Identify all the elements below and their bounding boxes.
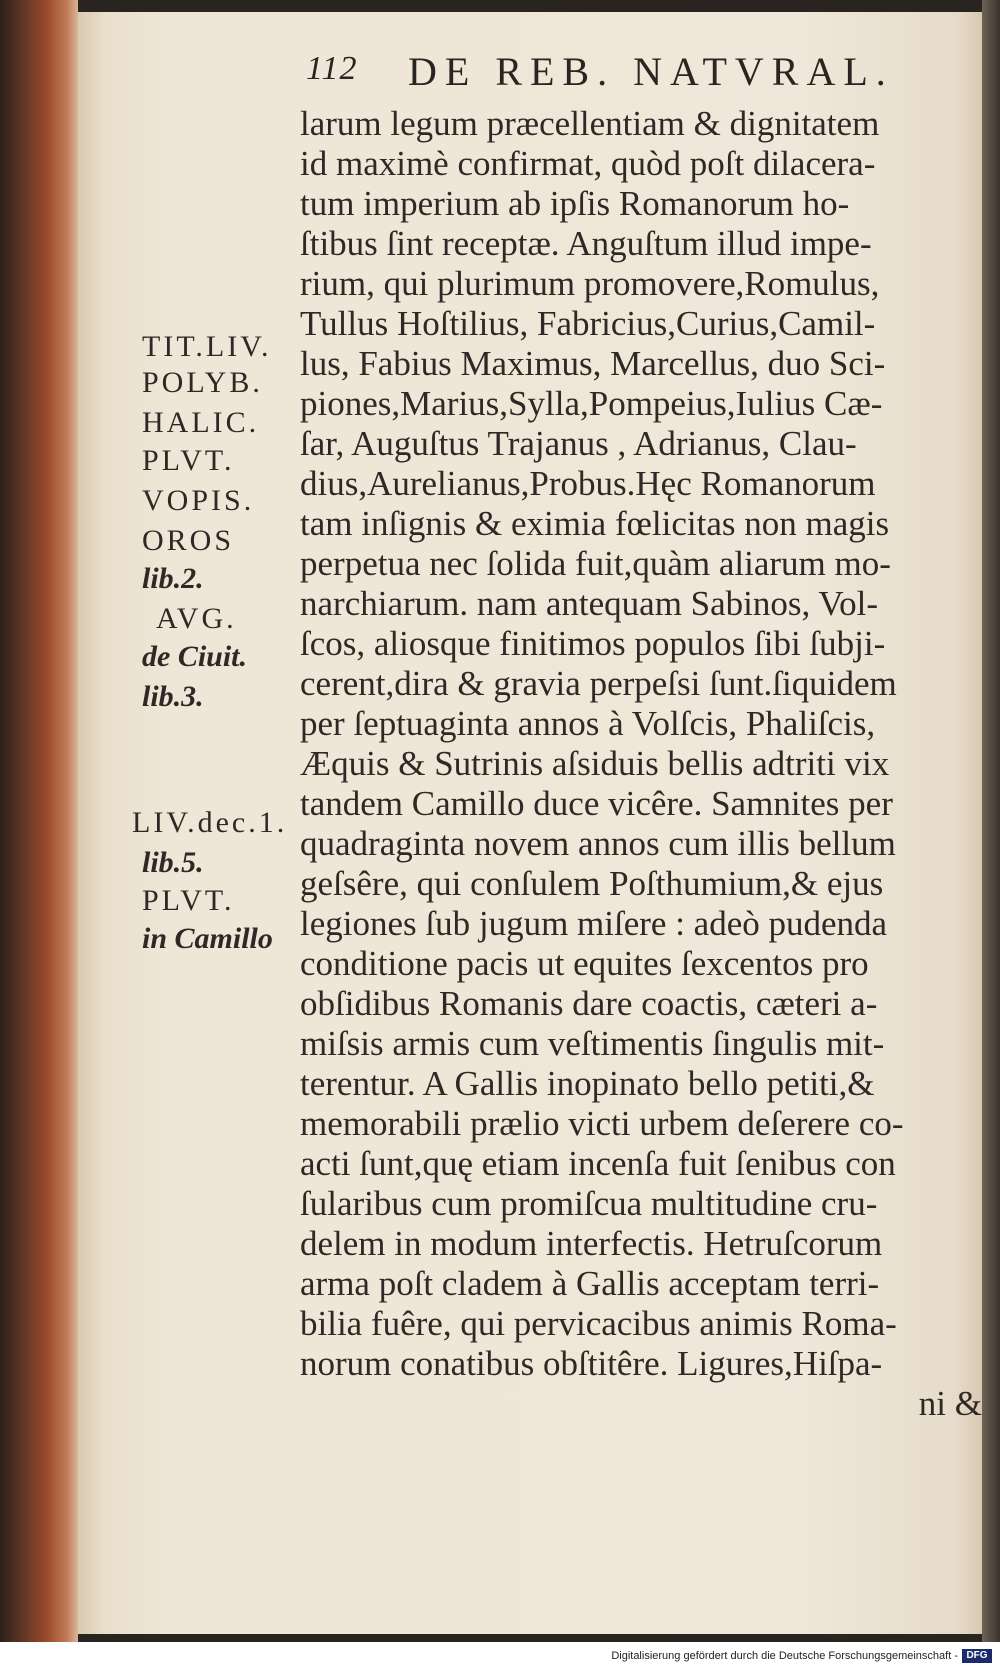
margin-note: POLYB.: [142, 366, 263, 399]
margin-note: de Ciuit.: [142, 640, 248, 673]
text-line: terentur. A Gallis inopinato bello petiti,&: [300, 1064, 875, 1103]
margin-note: TIT.LIV.: [142, 330, 272, 363]
margin-note: PLVT.: [142, 444, 235, 477]
footer-credit: Digitalisierung gefördert durch die Deutsche Forschungsgemeinschaft -: [611, 1650, 958, 1662]
book-edge: [0, 0, 78, 1642]
text-line: Tullus Hoſtilius, Fabricius,Curius,Camil-: [300, 304, 876, 343]
text-line: ſar, Auguſtus Trajanus , Adrianus, Clau-: [300, 424, 857, 463]
text-line: tam inſignis & eximia fœlicitas non magis: [300, 504, 890, 543]
footer-bar: [0, 1642, 1000, 1672]
margin-note: OROS: [142, 524, 235, 557]
margin-note: lib.5.: [142, 846, 204, 879]
running-title: DE REB. NATVRAL.: [408, 49, 894, 94]
text-line: perpetua nec ſolida fuit,quàm aliarum mo-: [300, 544, 891, 583]
text-line: ſcos, aliosque finitimos populos ſibi ſubji-: [300, 624, 886, 663]
text-line: ſtibus ſint receptæ. Anguſtum illud impe-: [300, 224, 872, 263]
margin-note: HALIC.: [142, 406, 260, 439]
text-line: Æquis & Sutrinis aſsiduis bellis adtriti vix: [300, 744, 890, 783]
text-line: rium, qui plurimum promovere,Romulus,: [300, 264, 880, 303]
text-line: per ſeptuaginta annos à Volſcis, Phaliſcis,: [300, 704, 876, 743]
page-header: [300, 48, 980, 98]
text-line: larum legum præcellentiam & dignitatem: [300, 104, 880, 143]
margin-note: PLVT.: [142, 884, 235, 917]
text-line: cerent,dira & gravia perpeſsi ſunt.ſiquidem: [300, 664, 897, 703]
margin-note: in Camillo: [142, 922, 273, 955]
margin-note: AVG.: [156, 602, 237, 635]
text-line: legiones ſub jugum miſere : adeò pudenda: [300, 904, 888, 943]
text-line: arma poſt cladem à Gallis acceptam terri-: [300, 1264, 880, 1303]
text-line: quadraginta novem annos cum illis bellum: [300, 824, 896, 863]
body-text: [300, 104, 990, 1424]
text-line: narchiarum. nam antequam Sabinos, Vol-: [300, 584, 879, 623]
text-line: dius,Aurelianus,Probus.Hęc Romanorum: [300, 464, 876, 503]
page-number: 112: [306, 50, 358, 87]
text-line: ſularibus cum promiſcua multitudine cru-: [300, 1184, 878, 1223]
text-line: acti ſunt,quę etiam incenſa fuit ſenibus con: [300, 1144, 896, 1183]
margin-note: LIV.dec.1.: [132, 806, 288, 839]
dfg-logo: DFG: [962, 1649, 992, 1663]
text-line: piones,Marius,Sylla,Pompeius,Iulius Cæ-: [300, 384, 883, 423]
text-line: miſsis armis cum veſtimentis ſingulis mit-: [300, 1024, 885, 1063]
catchword: ni &: [918, 1384, 982, 1423]
text-line: lus, Fabius Maximus, Marcellus, duo Sci-: [300, 344, 886, 383]
text-line: delem in modum interfectis. Hetruſcorum: [300, 1224, 883, 1263]
margin-note: VOPIS.: [142, 484, 255, 517]
margin-note: lib.3.: [142, 680, 204, 713]
text-line: id maximè confirmat, quòd poſt dilacera-: [300, 144, 876, 183]
text-line: bilia fuêre, qui pervicacibus animis Roma-: [300, 1304, 897, 1343]
text-line: norum conatibus obſtitêre. Ligures,Hiſpa-: [300, 1344, 883, 1383]
text-line: conditione pacis ut equites ſexcentos pro: [300, 944, 869, 983]
margin-note: lib.2.: [142, 562, 204, 595]
text-line: memorabili prælio victi urbem deſerere co-: [300, 1104, 904, 1143]
text-line: tandem Camillo duce vicêre. Samnites per: [300, 784, 893, 823]
text-line: tum imperium ab ipſis Romanorum ho-: [300, 184, 850, 223]
text-line: obſidibus Romanis dare coactis, cæteri a-: [300, 984, 878, 1023]
text-line: geſsêre, qui conſulem Poſthumium,& ejus: [300, 864, 884, 903]
